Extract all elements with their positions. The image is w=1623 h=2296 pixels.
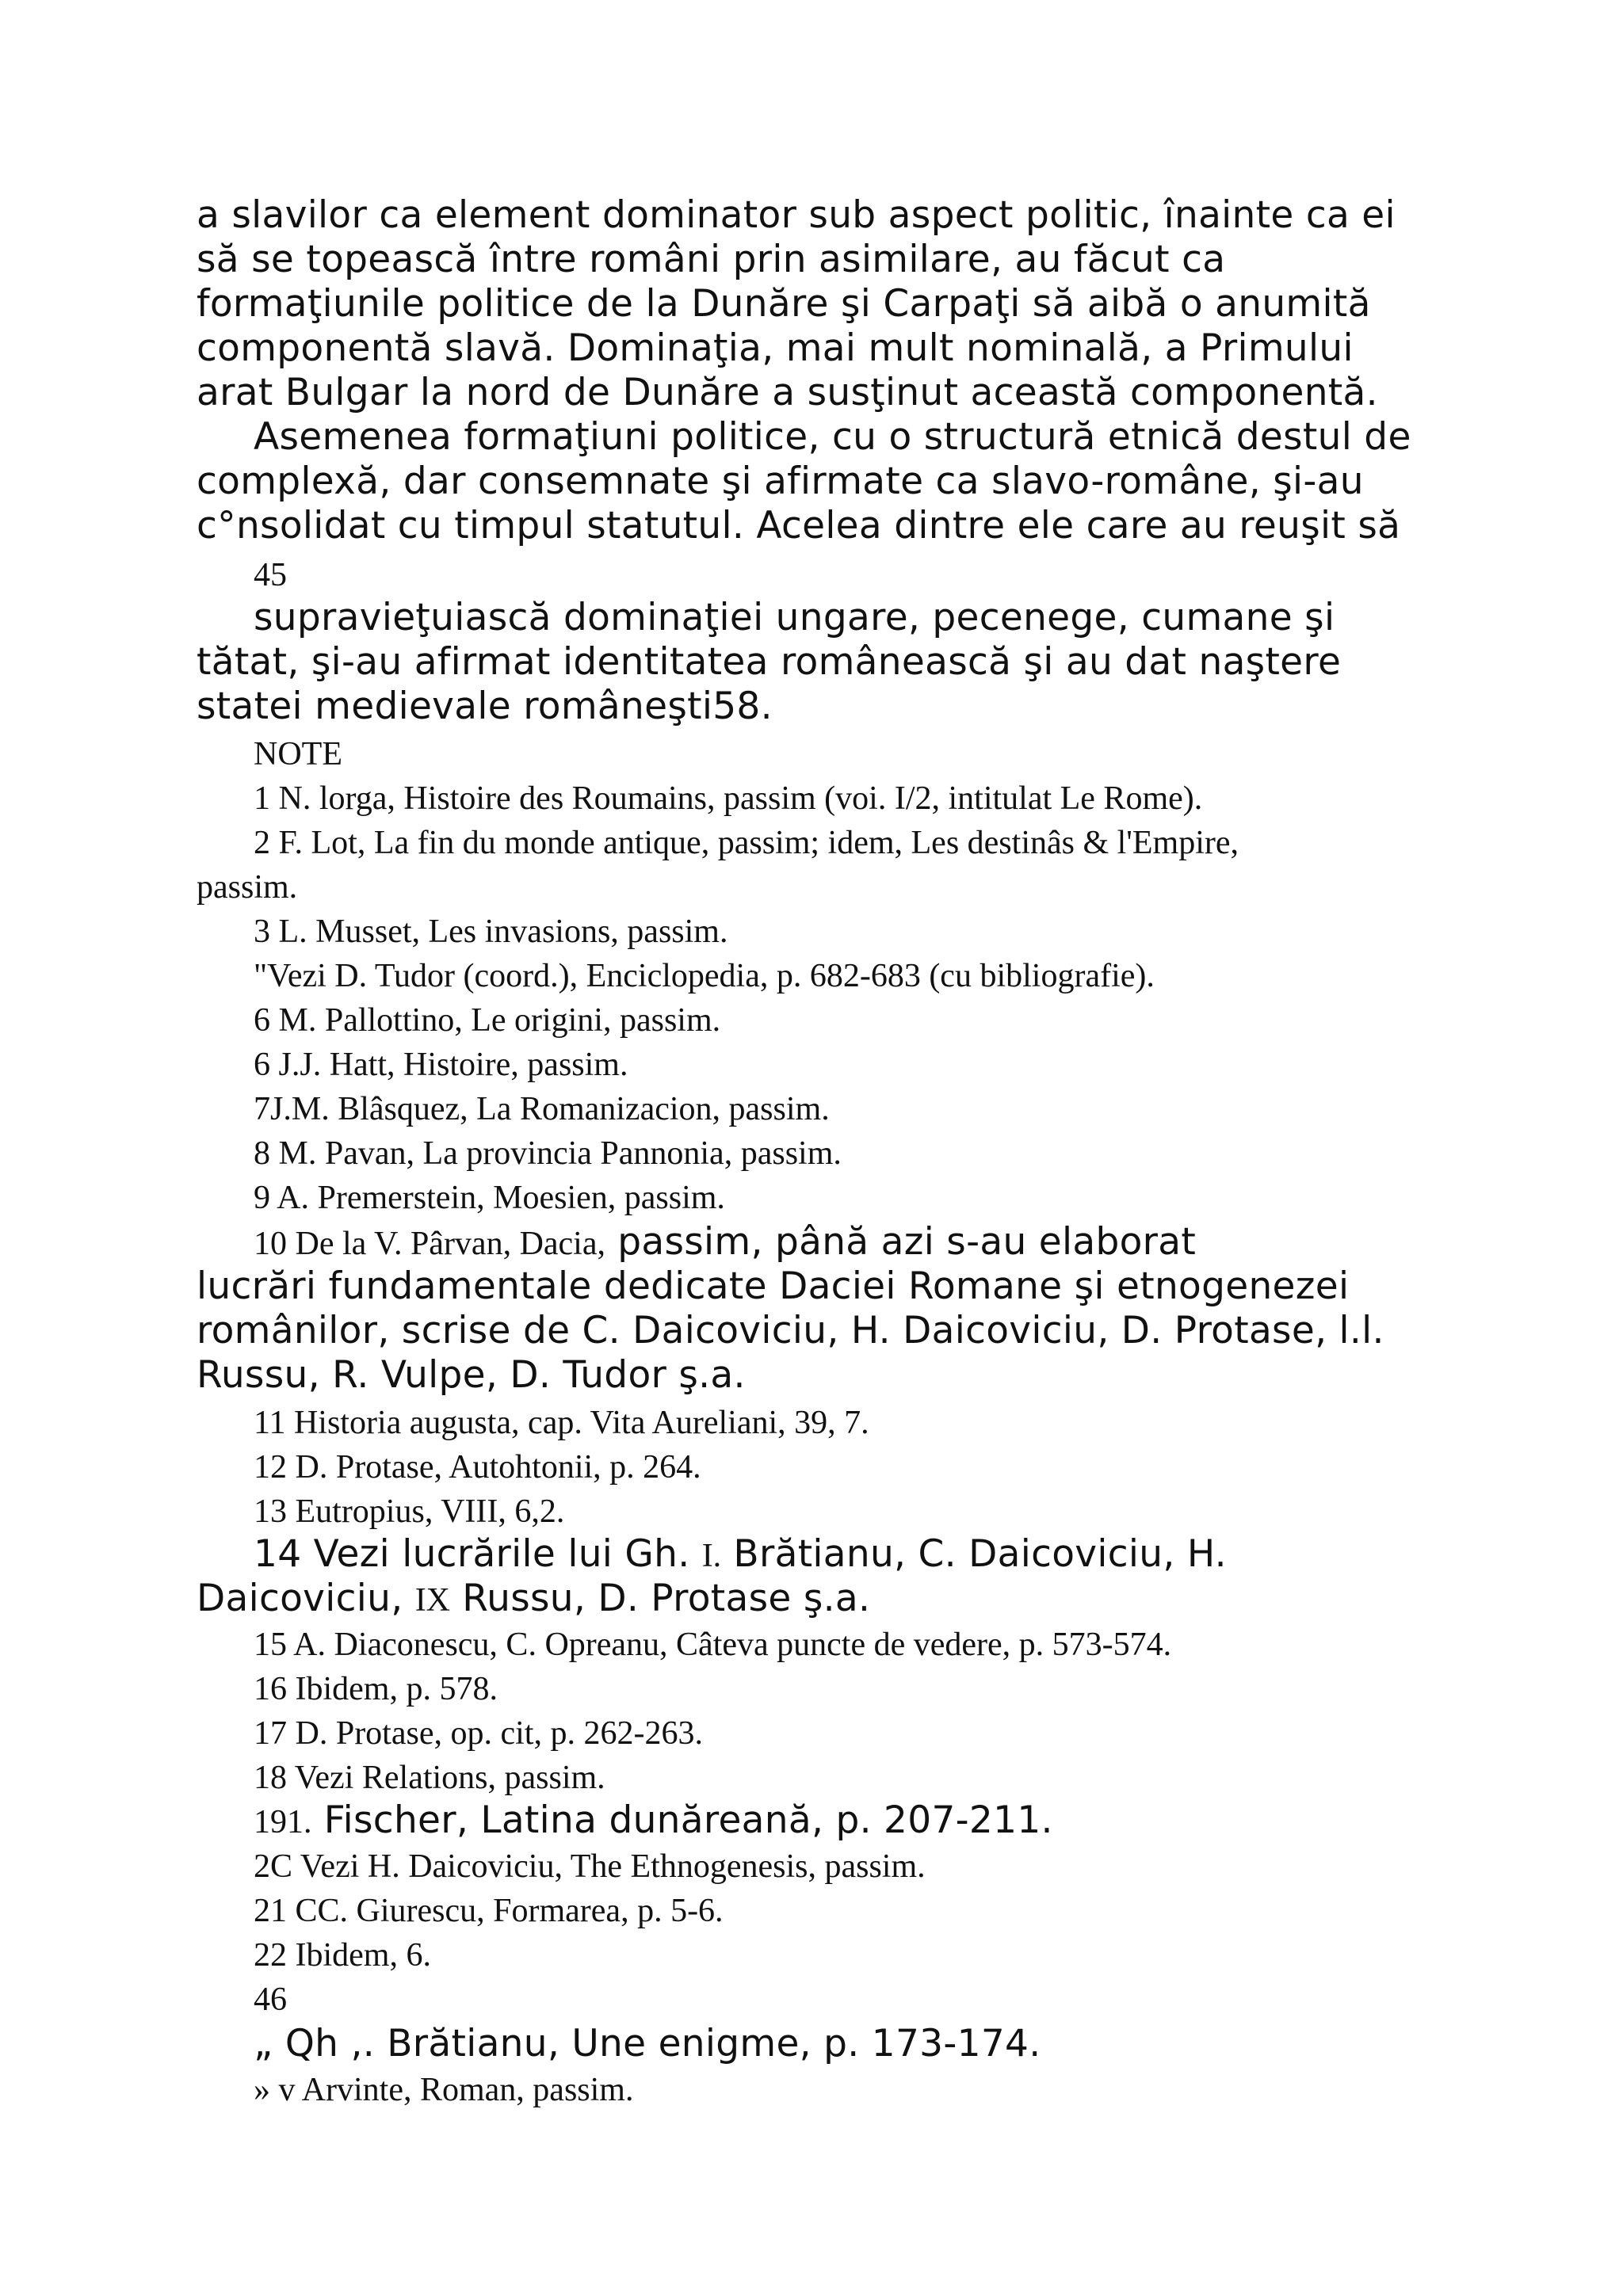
note-14-serif: I. [701,1538,722,1574]
body-line-1: a slavilor ca element dominator sub aspect politic, înainte ca ei [197,193,1396,237]
body-line-11: statei medievale româneşti58. [197,685,773,728]
note-14-cont-serif: IX [414,1582,451,1619]
note-13: 13 Eutropius, VIII, 6,2. [254,1493,565,1530]
note-10-cont-1: lucrări fundamentale dedicate Daciei Romane şi etnogenezei [197,1264,1350,1308]
note-14-sans-1: 14 Vezi lucrările lui Gh. [254,1532,702,1576]
note-19-serif: 191. [254,1804,312,1840]
notes-heading: NOTE [254,736,342,772]
body-line-7: complexă, dar consemnate şi afirmate ca slavo-române, şi-au [197,460,1364,503]
note-9: 9 A. Premerstein, Moesien, passim. [254,1180,725,1216]
note-5: 6 M. Pallottino, Le origini, passim. [254,1002,721,1039]
note-11: 11 Historia augusta, cap. Vita Aureliani, 39, 7. [254,1405,869,1441]
note-20: 2C Vezi H. Daicoviciu, The Ethnogenesis, passim. [254,1848,926,1885]
note-19-sans: Fischer, Latina dunăreană, p. 207-211. [311,1798,1053,1842]
note-14-cont-sans-2: Russu, D. Protase ş.a. [450,1577,871,1620]
note-18: 18 Vezi Relations, passim. [254,1760,605,1796]
note-10-serif: 10 De la V. Pârvan, Dacia, [254,1226,605,1262]
note-7: 7J.M. Blâsquez, La Romanizacion, passim. [254,1091,830,1127]
note-4: "Vezi D. Tudor (coord.), Enciclopedia, p. 682-683 (cu bibliografie). [254,958,1155,994]
note-14-cont [197,1577,870,1620]
note-22: 22 Ibidem, 6. [254,1937,431,1974]
note-23: „ Qh ,. Brătianu, Une enigme, p. 173-174. [254,2022,1041,2065]
note-24: » v Arvinte, Roman, passim. [254,2072,634,2108]
body-line-6: Asemenea formaţiuni politice, cu o structură etnică destul de [254,415,1411,459]
note-2: 2 F. Lot, La fin du monde antique, passim; idem, Les destinâs & l'Empire, [254,825,1239,861]
note-10-cont-3: Russu, R. Vulpe, D. Tudor ş.a. [197,1353,746,1397]
note-10-sans: passim, până azi s-au elaborat [605,1220,1197,1264]
note-10-cont-2: românilor, scrise de C. Daicoviciu, H. Daicoviciu, D. Protase, l.l. [197,1309,1384,1352]
note-14-sans-2: Brătianu, C. Daicoviciu, H. [721,1532,1227,1576]
note-17: 17 D. Protase, op. cit, p. 262-263. [254,1715,703,1752]
note-19 [254,1798,1053,1842]
page-number: 45 [254,557,287,593]
body-line-3: formaţiunile politice de la Dunăre şi Carpaţi să aibă o anumită [197,282,1371,326]
body-line-8: c°nsolidat cu timpul statutul. Acelea dintre ele care au reuşit să [197,504,1401,547]
body-line-2: să se topească între români prin asimilare, au făcut ca [197,238,1226,281]
note-2-cont: passim. [197,869,298,906]
note-21: 21 CC. Giurescu, Formarea, p. 5-6. [254,1893,724,1929]
body-line-9: supravieţuiască dominaţiei ungare, pecenege, cumane şi [254,596,1335,639]
body-line-10: tătat, şi-au afirmat identitatea românească şi au dat naştere [197,640,1342,684]
body-line-4: componentă slavă. Dominaţia, mai mult nominală, a Primului [197,326,1354,370]
note-16: 16 Ibidem, p. 578. [254,1671,498,1707]
note-14-cont-sans-1: Daicoviciu, [197,1577,415,1620]
note-3: 3 L. Musset, Les invasions, passim. [254,913,728,950]
page-number-2: 46 [254,1981,287,2018]
note-10 [254,1220,1196,1264]
note-8: 8 M. Pavan, La provincia Pannonia, passim. [254,1135,842,1172]
note-14 [254,1532,1227,1576]
note-15: 15 A. Diaconescu, C. Opreanu, Câteva puncte de vedere, p. 573-574. [254,1627,1172,1663]
note-6: 6 J.J. Hatt, Histoire, passim. [254,1047,628,1083]
note-1: 1 N. lorga, Histoire des Roumains, passim (voi. I/2, intitulat Le Rome). [254,780,1203,817]
note-12: 12 D. Protase, Autohtonii, p. 264. [254,1449,701,1486]
body-line-5: arat Bulgar la nord de Dunăre a susţinut această componentă. [197,371,1378,414]
